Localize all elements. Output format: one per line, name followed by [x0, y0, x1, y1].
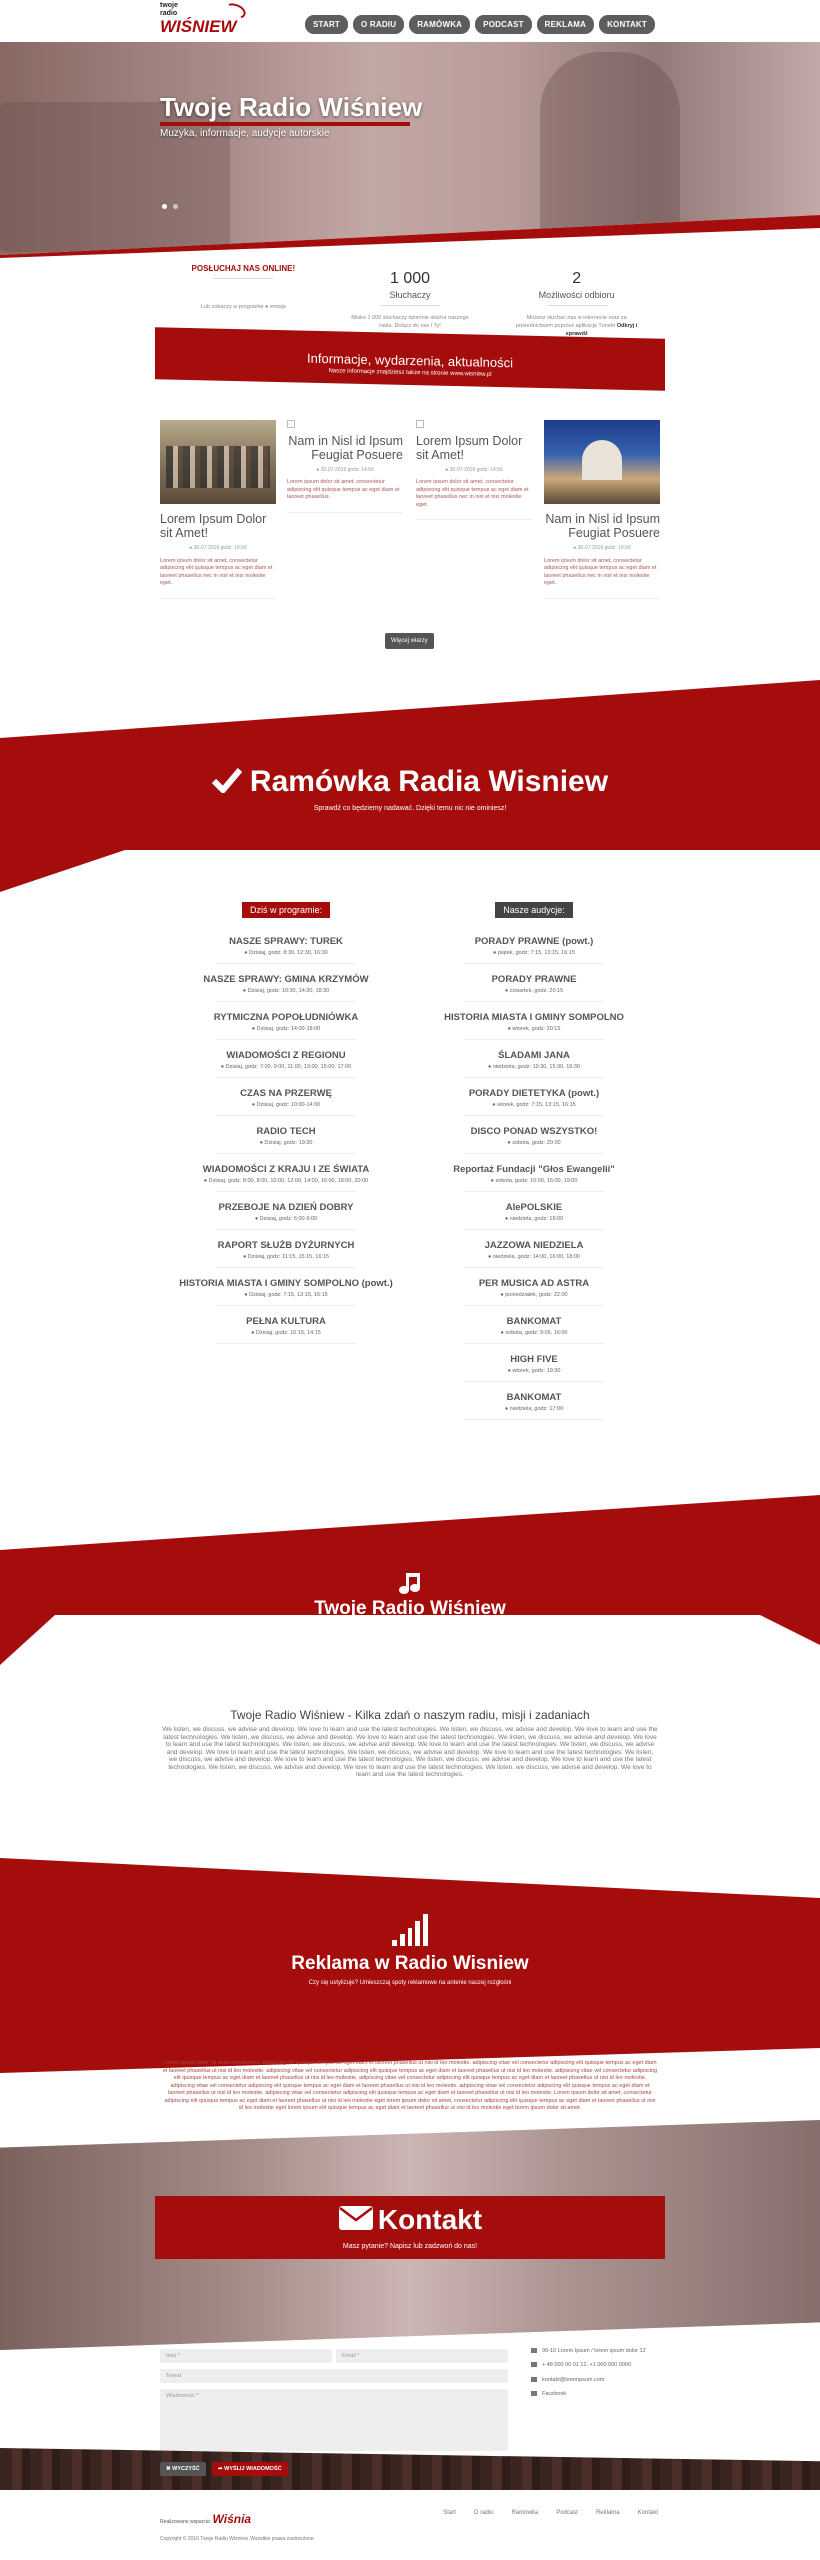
schedule-item-time: ● niedziela, godz: 17:00 — [504, 1406, 564, 1412]
footer-nav-kontakt[interactable]: Kontakt — [637, 2510, 658, 2516]
schedule-item-time: ● sobota, godz: 20:00 — [507, 1140, 561, 1146]
article-excerpt: Lorem ipsum dolor sit amet, consectetur adipiscing elit quisque tempus ac eget diam et laoreet phasellus. — [287, 479, 400, 500]
contact-title — [0, 2204, 820, 2236]
hero-title: Twoje Radio Wiśniew — [160, 92, 423, 122]
stat-text-body: Możesz słuchać nas w internecie oraz za pośrednictwem poprzez aplikację TuneIn — [515, 315, 627, 329]
contact-address — [531, 2348, 646, 2354]
divider — [216, 1153, 356, 1154]
footer-nav-o-radiu[interactable]: O radiu — [473, 2510, 494, 2516]
about-text: We listen, we discuss, we advise and develop. We love to learn and use the latest technologies. We listen, we discuss, we advise and develop. We love to learn and use the latest technologies. We listen, we discuss, we advise and develop. We love to learn and use the latest technologies. We listen, we discuss, we advise and develop. We love to learn and use the latest technologies. We listen, we discuss, we advise and develop. We love to learn and use the latest technologies. We listen, we discuss, we advise and develop. We love to learn and use the latest technologies. We listen, we discuss, we advise and develop. We love to learn and use the latest technologies. We listen, we discuss, we advise and develop. We love to learn and use the latest technologies. We listen, we discuss, we advise and develop. We love to learn and use the latest technologies. We listen, we discuss, we advise and develop. We love to learn and use the latest technologies. We listen, we discuss, we advise and develop. We love to learn and use the latest technologies. — [162, 1726, 658, 1778]
divider — [216, 1115, 356, 1116]
stat-listen-online — [160, 262, 327, 332]
schedule-item[interactable] — [409, 1202, 659, 1230]
schedule-item-name[interactable]: AlePOLSKIE — [505, 1202, 563, 1213]
schedule-item-name[interactable]: DISCO PONAD WSZYSTKO! — [470, 1126, 598, 1137]
article-title[interactable]: Lorem Ipsum Dolor sit Amet! — [160, 512, 267, 540]
article-title[interactable]: Nam in Nisl id Ipsum Feugiat Posuere — [545, 512, 660, 540]
schedule-item-name[interactable]: JAZZOWA NIEDZIELA — [484, 1240, 584, 1251]
nav-kontakt[interactable]: KONTAKT — [599, 15, 655, 34]
article-image[interactable] — [544, 420, 660, 504]
article-title[interactable]: Nam in Nisl id Ipsum Feugiat Posuere — [288, 433, 403, 462]
signal-bars-icon — [392, 1914, 428, 1946]
schedule-item-time: ● Dzisiaj, godz: 7:00, 9:00, 11:00, 13:00, 15:00, 17:00 — [220, 1064, 352, 1070]
schedule-item[interactable] — [409, 974, 659, 1002]
article-image[interactable] — [160, 420, 276, 504]
schedule-item[interactable] — [409, 1164, 659, 1192]
footer-partner-logo[interactable]: Wiśnia — [212, 2512, 252, 2526]
schedule-subtitle: Sprawdź co będziemy nadawać. Dzięki temu nic nie ominiesz! — [313, 805, 507, 812]
article-excerpt: Lorem ipsum dolor sit amet, consectetur adipiscing elit quisque tempus ac eget diam et laoreet phasellus nec in nisl et nisi molestie eget. — [160, 557, 273, 586]
schedule-item-time: ● Dzisiaj, godz: 8:30, 12:30, 16:30 — [244, 950, 328, 956]
schedule-item-name[interactable]: NASZE SPRAWY: TUREK — [229, 936, 343, 947]
mail-icon — [531, 2377, 537, 2382]
schedule-item-time: ● niedziela, godz: 19:00 — [504, 1216, 564, 1222]
divider — [464, 1419, 604, 1420]
schedule-item[interactable] — [409, 1088, 659, 1116]
article-excerpt: Lorem ipsum dolor sit amet, consectetur adipiscing elit quisque tempus ac eget diam et laoreet phasellus nec in nisl et nisi molestie eget. — [544, 557, 657, 586]
schedule-item-name[interactable]: PEŁNA KULTURA — [246, 1316, 326, 1327]
schedule-item-name[interactable]: HIGH FIVE — [510, 1354, 558, 1365]
schedule-item-time: ● czwartek, godz: 20:15 — [504, 988, 564, 994]
nav-o-radiu[interactable]: O RADIU — [353, 15, 404, 34]
schedule-item-name[interactable]: WIADOMOŚCI Z REGIONU — [226, 1050, 346, 1061]
schedule-item-name[interactable]: WIADOMOŚCI Z KRAJU I ZE ŚWIATA — [202, 1164, 370, 1175]
more-news-button[interactable]: Więcej wiarzy — [385, 633, 434, 649]
contact-phone — [531, 2362, 631, 2368]
article-meta: ● 30-07-2016 godz: 14:56 — [316, 466, 374, 473]
stat-text: Blisko 1 000 słuchaczy dziennie słucha naszego radia. Dołącz do nas i Ty! — [351, 315, 469, 329]
schedule-item-name[interactable]: ŚLADAMI JANA — [498, 1050, 570, 1061]
divider — [464, 1001, 604, 1002]
divider — [464, 1343, 604, 1344]
hero-underline — [160, 122, 410, 126]
slider-dot[interactable] — [162, 204, 167, 209]
schedule-item-name[interactable]: HISTORIA MIASTA I GMINY SOMPOLNO (powt.) — [179, 1278, 393, 1289]
today-list — [161, 936, 411, 1344]
schedule-item[interactable] — [409, 936, 659, 964]
top-navbar — [0, 0, 820, 42]
article-title[interactable]: Lorem Ipsum Dolor sit Amet! — [416, 433, 523, 462]
schedule-item[interactable] — [161, 1316, 411, 1344]
schedule-item[interactable] — [409, 1316, 659, 1344]
envelope-icon — [338, 2205, 374, 2231]
logo-big-text: WIŚNIEW — [160, 17, 237, 36]
schedule-item[interactable] — [161, 1012, 411, 1040]
clear-button[interactable]: ✖ WYCZYŚĆ — [160, 2462, 206, 2476]
divider — [216, 1191, 356, 1192]
copyright: Copyright © 2016 Twoje Radio Wiśniew. Wszelkie prawa zastrzeżone — [160, 2536, 314, 2542]
divider — [464, 1381, 604, 1382]
reklama-title: Reklama w Radio Wisniew — [291, 1953, 529, 1974]
schedule-item-time: ● Dzisiaj, godz: 7:15, 13:15, 16:15 — [244, 1292, 328, 1298]
stat-label: Możliwości odbioru — [538, 290, 615, 300]
schedule-item[interactable] — [409, 1392, 659, 1420]
schedule-item-name[interactable]: NASZE SPRAWY: GMINA KRZYMÓW — [203, 974, 369, 985]
stat-number: 2 — [572, 270, 582, 287]
address-text: 99-10 Lorem Ipsum / lorem ipsum dolor 12 — [542, 2348, 646, 2354]
schedule-item-name[interactable]: BANKOMAT — [506, 1316, 562, 1327]
schedule-item-name[interactable]: HISTORIA MIASTA I GMINY SOMPOLNO — [444, 1012, 624, 1023]
schedule-item-time: ● Dzisiaj, godz: 14:00-18:00 — [251, 1026, 321, 1032]
stat-text: Lub zobaczy w programie ● emisja — [200, 304, 286, 310]
divider — [464, 1153, 604, 1154]
divider — [464, 1305, 604, 1306]
divider — [464, 1267, 604, 1268]
schedule-item-time: ● Dzisiaj, godz: 6:00-9:00 — [254, 1216, 318, 1222]
footer — [0, 2490, 820, 2560]
article-excerpt: Lorem ipsum dolor sit amet, consectetur adipiscing elit quisque tempus ac eget diam et laoreet phasellus nec in nisl et nisi molestie eget. — [416, 479, 529, 508]
news-banner — [155, 327, 665, 391]
schedule-item[interactable] — [409, 1126, 659, 1154]
schedule-item-name[interactable]: RAPORT SŁUŻB DYŻURNYCH — [217, 1240, 355, 1251]
hero-subtitle: Muzyka, informacje, audycje autorskie — [160, 128, 330, 139]
schedule-item-time: ● sobota, godz: 9:06, 16:00 — [500, 1330, 568, 1336]
schedule-item-time: ● wtorek, godz: 20:15 — [507, 1026, 561, 1032]
music-note-icon — [398, 1573, 422, 1595]
shows-list — [409, 936, 659, 1420]
news-banner-title: Informacje, wydarzenia, aktualności — [307, 350, 513, 371]
phone-text: + 48 000 00 01 12, +1 000 000 0000 — [542, 2362, 631, 2368]
contact-subtitle: Masz pytanie? Napisz lub zadzwoń do nas! — [342, 2243, 478, 2250]
article-meta: ● 30-07-2016 godz: 14:56 — [189, 545, 247, 551]
footer-nav-ramowka[interactable]: Ramówka — [511, 2510, 539, 2516]
schedule-item[interactable] — [409, 1050, 659, 1078]
email-text[interactable]: kontakt@lorempsum.com — [542, 2377, 605, 2383]
nav-podcast[interactable]: PODCAST — [475, 15, 532, 34]
stat-reception — [493, 262, 660, 337]
schedule-item-time: ● Dzisiaj, godz: 11:15, 15:15, 16:15 — [242, 1254, 330, 1260]
today-heading: Dziś w programie: — [242, 902, 330, 918]
checkmark-icon — [212, 767, 242, 793]
message-textarea[interactable]: Wiadomość * — [160, 2389, 508, 2451]
schedule-item[interactable] — [161, 1126, 411, 1154]
slider-dots — [162, 204, 178, 209]
divider — [464, 1039, 604, 1040]
divider — [416, 519, 532, 520]
schedule-item-time: ● wtorek, godz: 7:15, 13:15, 16:15 — [492, 1102, 576, 1108]
schedule-item-name[interactable]: PRZEBOJE NA DZIEŃ DOBRY — [218, 1202, 354, 1213]
article-card[interactable] — [416, 420, 532, 520]
schedule-item-time: ● piątek, godz: 7:15, 13:15, 16:15 — [493, 950, 575, 956]
radio-subtitle: Kilka słów o naszej stacji — [376, 1622, 444, 1628]
schedule-item-time: ● Dzisiaj, godz: 10:15, 14:15 — [251, 1330, 321, 1336]
logo-small-text: twoje radio — [160, 2, 178, 17]
divider — [216, 963, 356, 964]
divider — [287, 512, 403, 513]
divider — [216, 1229, 356, 1230]
schedule-title — [0, 765, 820, 799]
schedule-item[interactable] — [409, 1278, 659, 1306]
divider — [464, 1077, 604, 1078]
footer-realized-text: Realizowane wsparcie: — [160, 2519, 212, 2525]
schedule-item[interactable] — [409, 1354, 659, 1382]
nav-ramowka[interactable]: RAMÓWKA — [409, 15, 470, 34]
slider-dot[interactable] — [173, 204, 178, 209]
divider — [216, 1077, 356, 1078]
facebook-icon — [531, 2391, 537, 2396]
contact-facebook[interactable] — [531, 2391, 566, 2397]
schedule-item[interactable] — [161, 936, 411, 964]
schedule-item-time: ● Dzisiaj, godz: 19:30 — [259, 1140, 313, 1146]
schedule-item-name[interactable]: RYTMICZNA POPOŁUDNIÓWKA — [213, 1012, 359, 1023]
schedule-item-name[interactable]: PORADY PRAWNE — [491, 974, 577, 985]
map-marker-icon — [531, 2348, 537, 2353]
reklama-subtitle: Czy się ustylizuje? Umieszczaj spoty reklamowe na antenie naszej rozgłośni — [308, 1980, 512, 1986]
broken-image-icon — [416, 420, 424, 428]
article-meta: ● 30-07-2016 godz: 14:56 — [573, 545, 631, 551]
divider — [216, 1039, 356, 1040]
schedule-item[interactable] — [161, 974, 411, 1002]
footer-nav-start[interactable]: Start — [443, 2510, 456, 2516]
listen-online-link[interactable]: POSŁUCHAJ NAS ONLINE! — [191, 264, 296, 273]
divider — [216, 1343, 356, 1344]
nav-reklama[interactable]: REKLAMA — [537, 15, 594, 34]
schedule-item-name[interactable]: BANKOMAT — [506, 1392, 562, 1403]
name-input[interactable]: Imię * — [160, 2349, 332, 2363]
article-card[interactable] — [287, 420, 403, 513]
schedule-item-time: ● niedziela, godz: 14:00, 16:00, 18:00 — [487, 1254, 580, 1260]
divider — [216, 1305, 356, 1306]
contact-title-text: Kontakt — [377, 2204, 483, 2235]
stat-number: 1 000 — [389, 270, 431, 287]
schedule-item[interactable] — [161, 1050, 411, 1078]
stats-row — [160, 262, 660, 337]
contact-email[interactable] — [531, 2377, 604, 2383]
send-button[interactable]: ➦ WYŚLIJ WIADOMOŚĆ — [212, 2462, 288, 2476]
subject-input[interactable]: Temat — [160, 2369, 508, 2383]
schedule-item-name[interactable]: RADIO TECH — [256, 1126, 316, 1137]
facebook-link[interactable]: Facebook — [542, 2391, 567, 2397]
schedule-item[interactable] — [409, 1012, 659, 1040]
schedule-item-name[interactable]: Reportaż Fundacji "Głos Ewangelii" — [453, 1164, 615, 1175]
reklama-text: Lorem ipsum dolor sit amet,consectetur adipiscing elit quisque tempus ac eget diam et laoreet phasellus ut nisi id leo molestie. adipiscing vitae vel consectetur adipiscing elit quisque tempus ac eget diam et laoreet phasellus ut nisi id leo molestie. adipiscing vitae vel consectetur adipiscing elit quisque tempus ac eget diam et laoreet phasellus ut nisi id leo molestie. adipiscing vitae vel consectetur adipiscing elit quisque tempus ac eget diam et laoreet phasellus ut nisi id leo molestie. adipiscing vitae vel consectetur adipiscing elit quisque tempus ac eget diam et laoreet phasellus ut nisi id leo molestie. adipiscing vitae vel consectetur adipiscing elit quisque tempus ac eget diam et laoreet phasellus ut nisi id leo molestie. adipiscing vitae vel consectetur adipiscing elit quisque tempus ac eget diam et laoreet phasellus ut nisi id leo molestie. adipiscing vitae vel consectetur adipiscing elit quisque tempus ac eget diam et laoreet phasellus ut nisi id leo molestie. Lorem ipsum dolor sit amet, consectetur adipiscing elit quisque tempus ac eget diam et laoreet phasellus ut nisi id leo molestie eget lorem ipsum dolor sit amet, consectetur adipiscing elit quisque tempus ac eget diam et laoreet phasellus ut nisi id leo molestie eget lorem ipsum elit quisque tempus ac eget diam et laoreet phasellus ut nisi id leo molestie eget lorem ipsum dolor sit amet. — [162, 2060, 658, 2111]
radio-title: Twoje Radio Wiśniew — [314, 1598, 506, 1619]
article-card[interactable] — [160, 420, 276, 599]
stat-text — [493, 314, 660, 338]
schedule-item-time: ● Dzisiaj, godz: 10:30, 14:30, 18:30 — [242, 988, 330, 994]
stat-label: Słuchaczy — [389, 290, 431, 300]
schedule-item-time: ● Dzisiaj, godz: 8:00, 8:00, 10:00, 12:00, 14:00, 16:00, 18:00, 20:00 — [203, 1178, 369, 1184]
footer-nav-reklama[interactable]: Reklama — [595, 2510, 620, 2516]
divider — [464, 1191, 604, 1192]
broken-image-icon — [287, 420, 295, 428]
about-heading: Twoje Radio Wiśniew - Kilka zdań o naszym radiu, misji i zadaniach — [230, 1708, 590, 1722]
schedule-item-name[interactable]: PORADY PRAWNE (powt.) — [474, 936, 594, 947]
schedule-item-name[interactable]: CZAS NA PRZERWĘ — [240, 1088, 332, 1099]
today-column — [161, 900, 411, 1354]
schedule-item-time: ● Dzisiaj, godz: 10:00-14:00 — [251, 1102, 321, 1108]
divider — [216, 1267, 356, 1268]
divider — [380, 305, 440, 306]
schedule-item-time: ● poniedziałek, godz: 22:00 — [500, 1292, 568, 1298]
article-meta: ● 30-07-2016 godz: 14:56 — [445, 466, 503, 473]
divider — [160, 598, 276, 599]
email-input[interactable]: Email * — [336, 2349, 508, 2363]
schedule-item[interactable] — [161, 1164, 411, 1192]
article-card[interactable] — [544, 420, 660, 599]
divider — [547, 305, 607, 306]
schedule-item[interactable] — [409, 1240, 659, 1268]
main-nav — [305, 15, 655, 34]
schedule-item-time: ● wtorek, godz: 19:30 — [507, 1368, 561, 1374]
shows-column — [409, 900, 659, 1430]
footer-nav-podcast[interactable]: Podcast — [556, 2510, 578, 2516]
schedule-item[interactable] — [161, 1278, 411, 1306]
divider — [464, 1229, 604, 1230]
schedule-item-time: ● sobota, godz: 10:00, 15:00, 19:00 — [490, 1178, 578, 1184]
divider — [216, 1001, 356, 1002]
stat-text-link[interactable]: Odkryj i sprawdź — [565, 323, 638, 337]
schedule-item-name[interactable]: PORADY DIETETYKA (powt.) — [468, 1088, 600, 1099]
news-banner-subtitle: Nasze informacje znajdziesz także na stronie www.wisniew.pl — [328, 368, 492, 378]
stat-listeners — [327, 262, 494, 332]
divider — [544, 598, 660, 599]
footer-nav — [443, 2510, 658, 2516]
schedule-item[interactable] — [161, 1202, 411, 1230]
phone-icon — [531, 2362, 537, 2367]
schedule-item[interactable] — [161, 1088, 411, 1116]
nav-start[interactable]: START — [305, 15, 348, 34]
schedule-item-time: ● niedziela, godz: 10:30, 15:30, 19:30 — [487, 1064, 580, 1070]
divider — [213, 278, 273, 279]
hero-red-wedge — [0, 210, 820, 260]
footer-partner — [160, 2512, 251, 2526]
schedule-item-name[interactable]: PER MUSICA AD ASTRA — [478, 1278, 590, 1289]
schedule-title-text: Ramówka Radia Wisniew — [249, 765, 609, 798]
divider — [464, 963, 604, 964]
divider — [464, 1115, 604, 1116]
shows-heading: Nasze audycje: — [495, 902, 573, 918]
schedule-item[interactable] — [161, 1240, 411, 1268]
site-logo[interactable] — [160, 2, 250, 38]
